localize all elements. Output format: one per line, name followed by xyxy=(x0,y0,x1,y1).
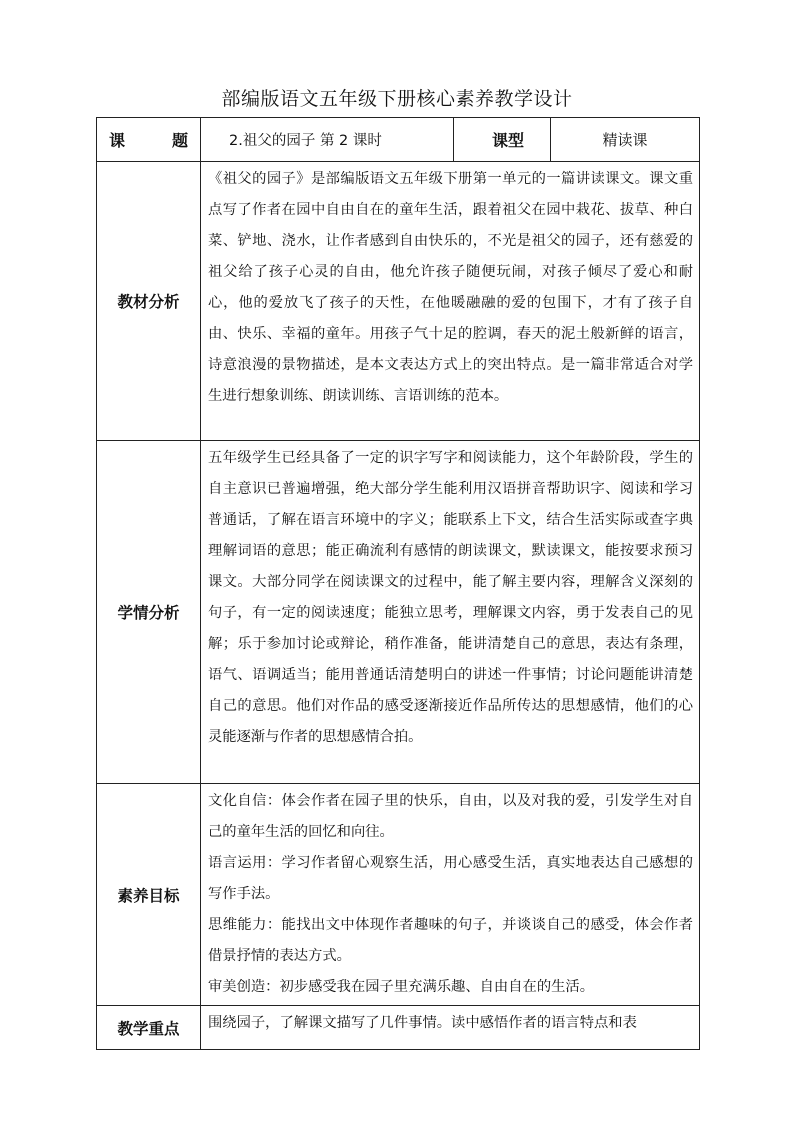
goal-aesthetics: 审美创造：初步感受我在园子里充满乐趣、自由自在的生活。 xyxy=(208,979,595,995)
topic-label-char-1: 课 xyxy=(109,131,126,150)
student-analysis-label: 学情分析 xyxy=(97,441,201,784)
goal-thinking: 思维能力：能找出文中体现作者趣味的句子，并谈谈自己的感受，体会作者借景抒情的表达方式。 xyxy=(208,917,693,964)
textbook-analysis-label: 教材分析 xyxy=(97,162,201,441)
teaching-focus-text: 围绕园子，了解课文描写了几件事情。读中感悟作者的语言特点和表 xyxy=(208,1015,637,1031)
page-title: 部编版语文五年级下册核心素养教学设计 xyxy=(221,88,573,110)
type-value: 精读课 xyxy=(551,118,700,162)
teaching-focus-cell xyxy=(201,1006,700,1050)
header-row xyxy=(97,118,700,162)
literacy-goals-label: 素养目标 xyxy=(97,784,201,1006)
student-analysis-text: 五年级学生已经具备了一定的识字写字和阅读能力，这个年龄阶段，学生的自主意识已普遍增强，绝大部分学生能利用汉语拼音帮助识字、阅读和学习普通话，了解在语言环境中的字义；能联系上下文，结合生活实际或查字典理解词语的意思；能正确流利有感情的朗读课文，默读课文，能按要求预习课文。大部分同学在阅读课文的过程中，能了解主要内容，理解含义深刻的句子，有一定的阅读速度；能独立思考，理解课文内容，勇于发表自己的见解；乐于参加讨论或辩论，稍作准备，能讲清楚自己的意思，表达有条理，语气、语调适当；能用普通话清楚明白的讲述一件事情；讨论问题能讲清楚自己的意思。他们对作品的感受逐渐接近作品所传达的思想感情，他们的心灵能逐渐与作者的思想感情合拍。 xyxy=(208,450,693,745)
literacy-goals-cell xyxy=(201,784,700,1006)
type-label-char-2: 型 xyxy=(508,131,525,150)
student-analysis-row xyxy=(97,441,700,784)
textbook-analysis-row xyxy=(97,162,700,441)
teaching-focus-label: 教学重点 xyxy=(97,1006,201,1050)
type-label-cell xyxy=(454,118,551,162)
literacy-goals-row xyxy=(97,784,700,1006)
teaching-focus-row xyxy=(97,1006,700,1050)
textbook-analysis-cell xyxy=(201,162,700,441)
goal-language: 语言运用：学习作者留心观察生活，用心感受生活，真实地表达自己感想的写作手法。 xyxy=(208,855,693,902)
type-label-char-1: 课 xyxy=(492,131,509,150)
topic-value: 2.祖父的园子 第 2 课时 xyxy=(201,118,454,162)
lesson-plan-table xyxy=(96,117,700,1050)
textbook-analysis-text: 《祖父的园子》是部编版语文五年级下册第一单元的一篇讲读课文。课文重点写了作者在园中自由自在的童年生活，跟着祖父在园中栽花、拔草、种白菜、铲地、浇水，让作者感到自由快乐的，不光是祖父的园子，还有慈爱的祖父给了孩子心灵的自由，他允许孩子随便玩闹，对孩子倾尽了爱心和耐心，他的爱放飞了孩子的天性，在他暖融融的爱的包围下，才有了孩子自由、快乐、幸福的童年。用孩子气十足的腔调，春天的泥土般新鲜的语言，诗意浪漫的景物描述，是本文表达方式上的突出特点。是一篇非常适合对学生进行想象训练、朗读训练、言语训练的范本。 xyxy=(208,171,693,404)
student-analysis-cell xyxy=(201,441,700,784)
topic-label-cell xyxy=(97,118,201,162)
goal-culture: 文化自信：体会作者在园子里的快乐，自由，以及对我的爱，引发学生对自己的童年生活的回忆和向往。 xyxy=(208,793,693,840)
topic-label-char-2: 题 xyxy=(171,131,188,150)
